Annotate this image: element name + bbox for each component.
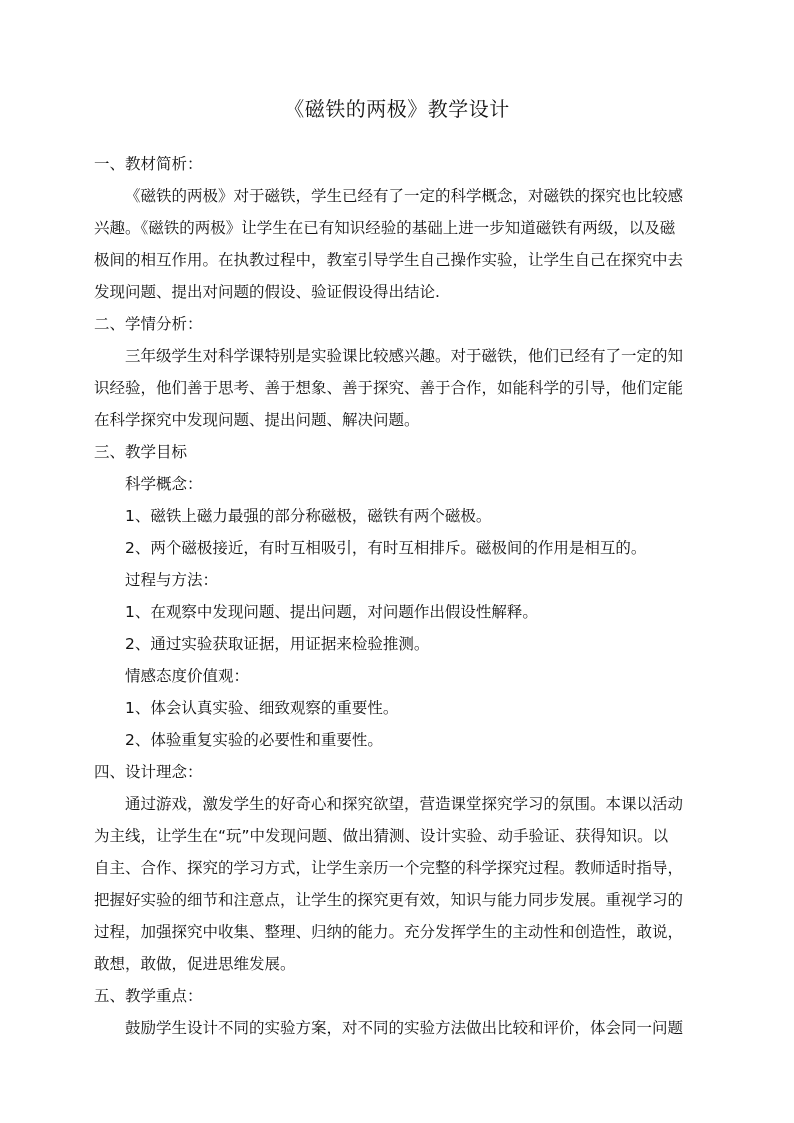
paragraph-line: 兴趣。《磁铁的两极》让学生在已有知识经验的基础上进一步知道磁铁有两级，以及磁 bbox=[94, 219, 676, 237]
goal-item: 2、两个磁极接近，有时互相吸引，有时互相排斥。磁极间的作用是相互的。 bbox=[125, 539, 647, 557]
paragraph-line: 识经验，他们善于思考、善于想象、善于探究、善于合作，如能科学的引导，他们定能 bbox=[94, 379, 684, 397]
goal-item: 2、体验重复实验的必要性和重要性。 bbox=[125, 731, 383, 749]
paragraph-line: 发现问题、提出对问题的假设、验证假设得出结论. bbox=[94, 283, 440, 301]
goal-item: 1、磁铁上磁力最强的部分称磁极，磁铁有两个磁极。 bbox=[125, 507, 492, 525]
paragraph-line: 为主线，让学生在“玩”中发现问题、做出猜测、设计实验、动手验证、获得知识。以 bbox=[94, 827, 669, 845]
section-heading-teaching-material: 一、教材简析： bbox=[94, 155, 203, 173]
paragraph-line: 把握好实验的细节和注意点，让学生的探究更有效，知识与能力同步发展。重视学习的 bbox=[94, 891, 684, 909]
paragraph-line: 鼓励学生设计不同的实验方案，对不同的实验方法做出比较和评价，体会同一问题 bbox=[125, 1019, 684, 1037]
subheading-process-methods: 过程与方法： bbox=[125, 571, 219, 589]
paragraph-line: 过程，加强探究中收集、整理、归纳的能力。充分发挥学生的主动性和创造性，敢说， bbox=[94, 923, 684, 941]
paragraph-line: 自主、合作、探究的学习方式，让学生亲历一个完整的科学探究过程。教师适时指导， bbox=[94, 859, 684, 877]
paragraph-line: 敢想，敢做，促进思维发展。 bbox=[94, 955, 296, 973]
goal-item: 2、通过实验获取证据，用证据来检验推测。 bbox=[125, 635, 430, 653]
section-heading-student-analysis: 二、学情分析： bbox=[94, 315, 203, 333]
paragraph-line: 通过游戏，激发学生的好奇心和探究欲望，营造课堂探究学习的氛围。本课以活动 bbox=[125, 795, 684, 813]
paragraph-line: 《磁铁的两极》对于磁铁，学生已经有了一定的科学概念，对磁铁的探究也比较感 bbox=[125, 187, 684, 205]
goal-item: 1、在观察中发现问题、提出问题，对问题作出假设性解释。 bbox=[125, 603, 538, 621]
paragraph-line: 极间的相互作用。在执教过程中，教室引导学生自己操作实验，让学生自己在探究中去 bbox=[94, 251, 684, 269]
goal-item: 1、体会认真实验、细致观察的重要性。 bbox=[125, 699, 399, 717]
section-heading-teaching-goals: 三、教学目标 bbox=[94, 443, 188, 461]
section-heading-design-concept: 四、设计理念： bbox=[94, 763, 203, 781]
paragraph-line: 三年级学生对科学课特别是实验课比较感兴趣。对于磁铁，他们已经有了一定的知 bbox=[125, 347, 684, 365]
subheading-attitudes-values: 情感态度价值观： bbox=[125, 667, 250, 685]
document-body bbox=[94, 148, 704, 1044]
document-title: 《磁铁的两极》教学设计 bbox=[284, 97, 510, 121]
paragraph-line: 在科学探究中发现问题、提出问题、解决问题。 bbox=[94, 411, 420, 429]
subheading-scientific-concepts: 科学概念： bbox=[125, 475, 203, 493]
section-heading-key-points: 五、教学重点： bbox=[94, 987, 203, 1005]
